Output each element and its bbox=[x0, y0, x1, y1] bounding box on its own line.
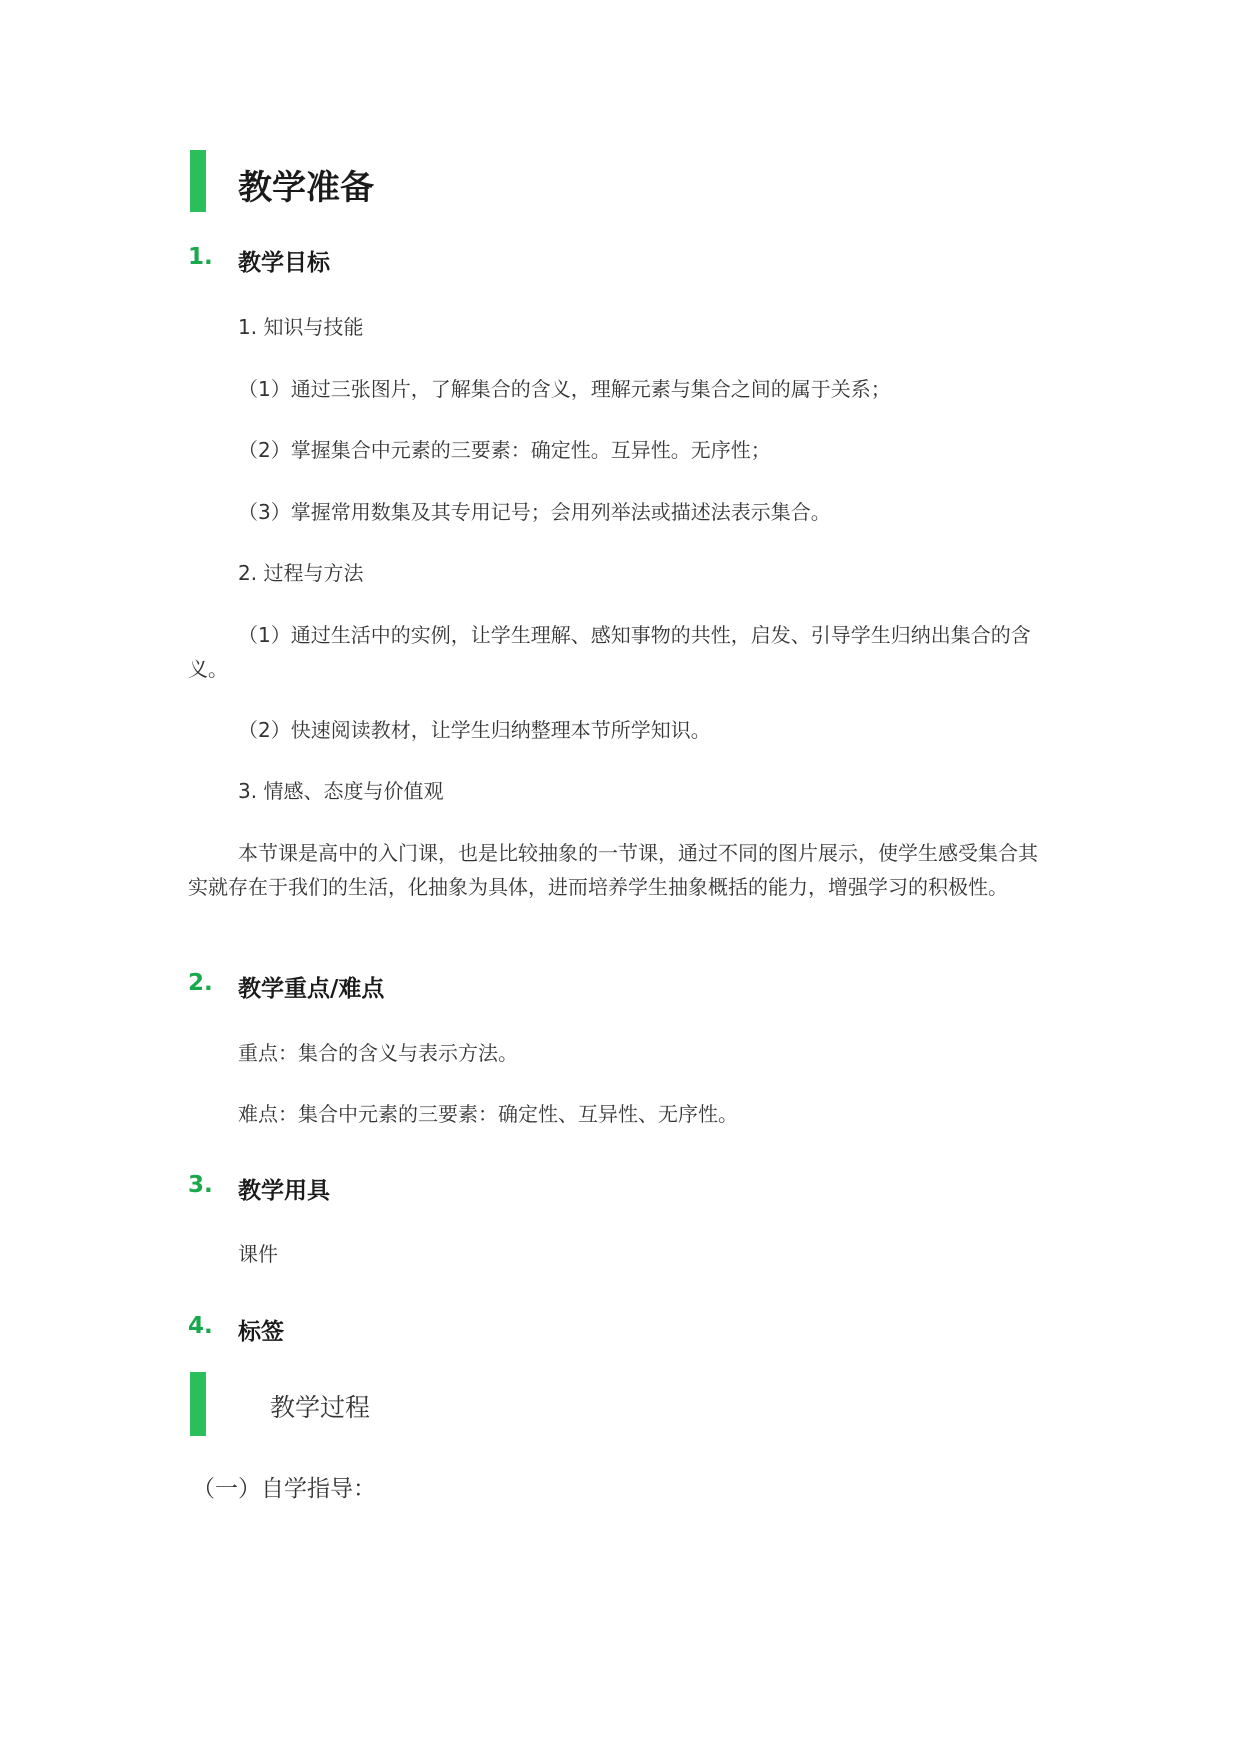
subsection-1-label: 1. 知识与技能 bbox=[238, 315, 364, 339]
section-4-heading: 标签 bbox=[238, 1319, 284, 1345]
section-3-number: 3. bbox=[188, 1172, 213, 1198]
subsection-2-label: 2. 过程与方法 bbox=[238, 561, 364, 585]
key-point-line: 重点：集合的含义与表示方法。 bbox=[238, 1041, 518, 1065]
process-title: 教学过程 bbox=[270, 1393, 371, 1422]
subsection-3-label: 3. 情感、态度与价值观 bbox=[238, 779, 444, 803]
subsection-1-item-3: （3）掌握常用数集及其专用记号；会用列举法或描述法表示集合。 bbox=[238, 500, 831, 524]
section-4-number: 4. bbox=[188, 1313, 213, 1339]
section-2-heading: 教学重点/难点 bbox=[238, 976, 385, 1002]
section-1-heading: 教学目标 bbox=[238, 250, 330, 276]
section-1-number: 1. bbox=[188, 244, 213, 270]
section-2-number: 2. bbox=[188, 970, 213, 996]
page-title: 教学准备 bbox=[238, 168, 374, 208]
teaching-tool-line: 课件 bbox=[238, 1242, 278, 1266]
title-accent-bar bbox=[190, 150, 206, 212]
process-accent-bar bbox=[190, 1372, 206, 1436]
subsection-1-item-1: （1）通过三张图片，了解集合的含义，理解元素与集合之间的属于关系； bbox=[238, 377, 891, 401]
subsection-3-paragraph: 本节课是高中的入门课，也是比较抽象的一节课，通过不同的图片展示，使学生感受集合其实就存在于我们的生活，化抽象为具体，进而培养学生抽象概括的能力，增强学习的积极性。 bbox=[188, 841, 1038, 899]
process-first-step: （一）自学指导： bbox=[192, 1476, 376, 1502]
difficulty-line: 难点：集合中元素的三要素：确定性、互异性、无序性。 bbox=[238, 1102, 738, 1126]
subsection-2-item-2: （2）快速阅读教材，让学生归纳整理本节所学知识。 bbox=[238, 718, 711, 742]
section-3-heading: 教学用具 bbox=[238, 1178, 330, 1204]
subsection-1-item-2: （2）掌握集合中元素的三要素：确定性。互异性。无序性； bbox=[238, 438, 771, 462]
subsection-2-item-1: （1）通过生活中的实例，让学生理解、感知事物的共性，启发、引导学生归纳出集合的含义。 bbox=[188, 623, 1031, 681]
